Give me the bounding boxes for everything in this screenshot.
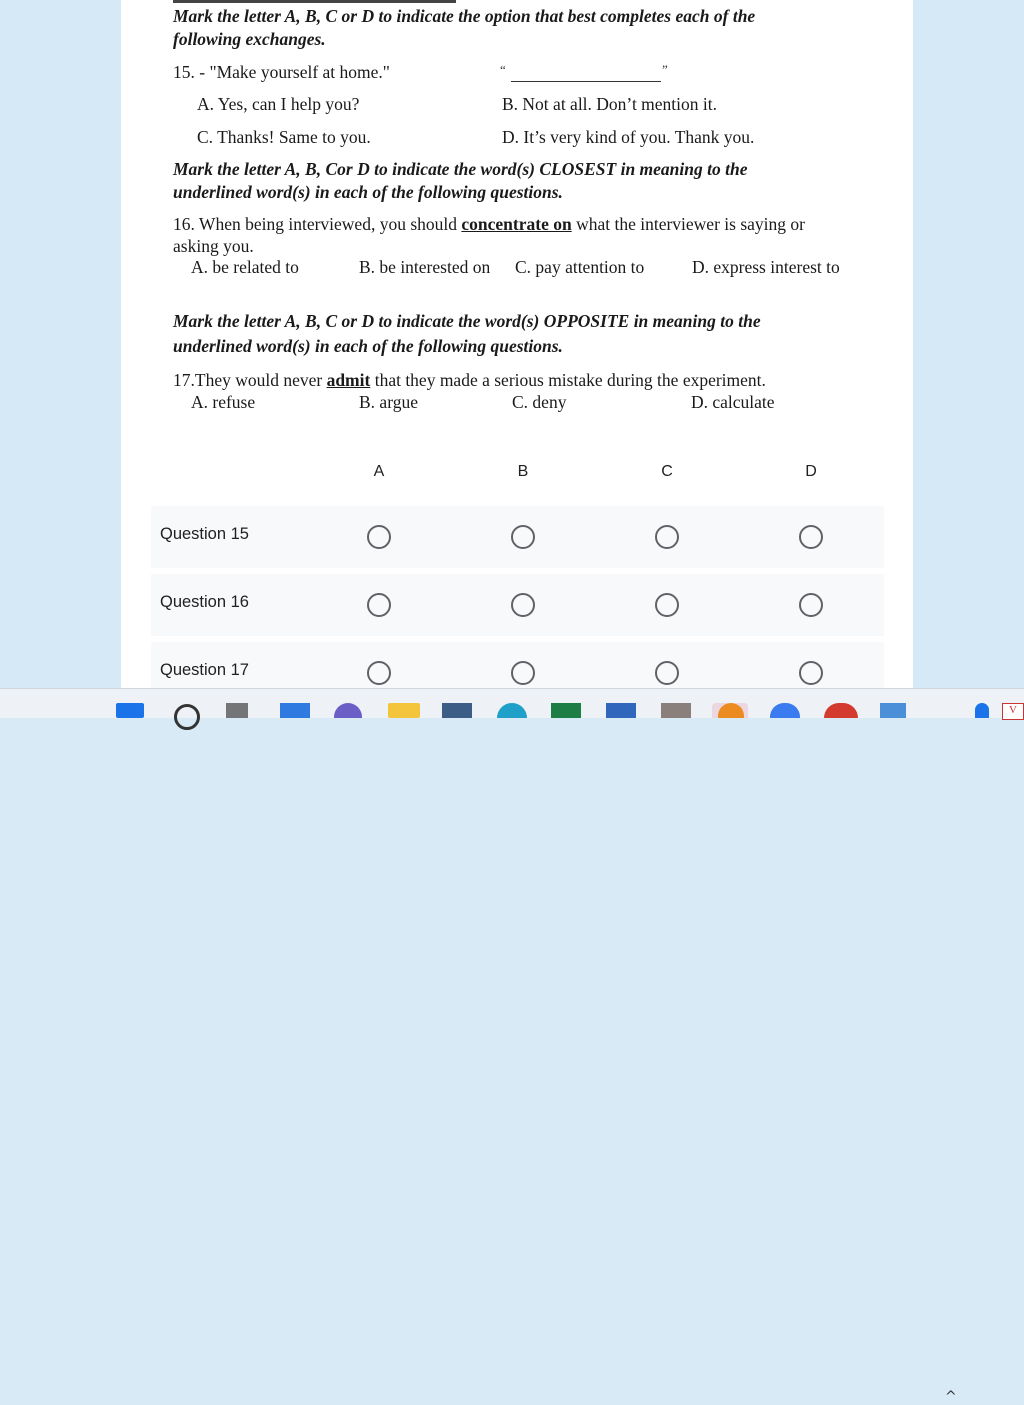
- q17-option-b: B. argue: [359, 392, 418, 412]
- q15-option-c: C. Thanks! Same to you.: [197, 127, 371, 147]
- radio-q17-b[interactable]: [511, 661, 535, 685]
- search-icon[interactable]: [174, 704, 200, 730]
- edge-icon[interactable]: [497, 703, 527, 718]
- task-view-icon[interactable]: [226, 703, 248, 718]
- q16-option-d: D. express interest to: [692, 257, 840, 277]
- instruction-closest-line2: underlined word(s) in each of the following questions.: [173, 182, 563, 202]
- q16-option-c: C. pay attention to: [515, 257, 645, 277]
- column-header-c: C: [661, 463, 673, 480]
- file-explorer-icon[interactable]: [388, 703, 420, 718]
- store-icon[interactable]: [442, 703, 472, 718]
- radio-q15-a[interactable]: [367, 525, 391, 549]
- instruction-exchanges-line1: Mark the letter A, B, C or D to indicate the option that best completes each of the: [173, 6, 756, 26]
- q17-stem: [173, 369, 766, 392]
- instruction-exchanges-line2: following exchanges.: [173, 29, 326, 49]
- column-header-d: D: [805, 463, 817, 480]
- radio-q16-c[interactable]: [655, 593, 679, 617]
- q17-stem-after: that they made a serious mistake during the experiment.: [370, 370, 766, 390]
- q17-option-a: A. refuse: [191, 392, 256, 412]
- grid-row-question-17: [151, 642, 884, 688]
- row-label: Question 16: [160, 593, 249, 611]
- q16-stem-line2: asking you.: [173, 236, 254, 256]
- column-header-a: A: [373, 463, 385, 480]
- radio-q16-d[interactable]: [799, 593, 823, 617]
- q16-underlined-phrase: concentrate on: [461, 214, 572, 234]
- q17-option-c: C. deny: [512, 392, 567, 412]
- radio-q17-a[interactable]: [367, 661, 391, 685]
- background-left: [0, 0, 121, 688]
- radio-q15-c[interactable]: [655, 525, 679, 549]
- radio-q16-a[interactable]: [367, 593, 391, 617]
- column-header-b: B: [517, 463, 529, 480]
- q15-option-b: B. Not at all. Don’t mention it.: [502, 94, 718, 114]
- radio-q15-d[interactable]: [799, 525, 823, 549]
- zoom-icon[interactable]: [770, 703, 800, 718]
- q15-answer-blank: [511, 63, 661, 82]
- chevron-up-icon[interactable]: ^: [945, 1389, 957, 1405]
- instruction-opposite-line1: Mark the letter A, B, C or D to indicate the word(s) OPPOSITE in meaning to the: [173, 311, 761, 331]
- windows-start-icon[interactable]: [116, 703, 144, 718]
- tray-vietnamese-icon[interactable]: V: [1002, 703, 1024, 720]
- excel-icon[interactable]: [551, 703, 581, 718]
- row-label: Question 15: [160, 525, 249, 543]
- form-page[interactable]: [121, 0, 913, 688]
- q17-underlined-word: admit: [326, 370, 371, 390]
- taskbar: [0, 688, 1024, 1405]
- q16-option-b: B. be interested on: [359, 257, 491, 277]
- q17-stem-before: 17.They would never: [173, 370, 327, 390]
- radio-q17-d[interactable]: [799, 661, 823, 685]
- q15-prompt: 15. - "Make yourself at home.": [173, 62, 390, 82]
- radio-q17-c[interactable]: [655, 661, 679, 685]
- image-top-border: [173, 0, 456, 3]
- radio-q16-b[interactable]: [511, 593, 535, 617]
- grid-row-question-15: [151, 506, 884, 568]
- photos-icon[interactable]: [661, 703, 691, 718]
- instruction-closest-line1: Mark the letter A, B, Cor D to indicate the word(s) CLOSEST in meaning to the: [173, 159, 748, 179]
- q16-stem-after: what the interviewer is saying or: [571, 214, 805, 234]
- teams-chat-icon[interactable]: [334, 703, 362, 718]
- tray-cloud-icon[interactable]: [975, 703, 989, 718]
- mail-icon[interactable]: [606, 703, 636, 718]
- instruction-opposite-line2: underlined word(s) in each of the following questions.: [173, 336, 563, 356]
- tray-app-icon[interactable]: [880, 703, 906, 718]
- background-right: [913, 0, 1024, 688]
- row-label: Question 17: [160, 661, 249, 679]
- chrome-icon[interactable]: [824, 703, 858, 718]
- q15-close-quote: ”: [662, 62, 668, 77]
- grid-row-question-16: [151, 574, 884, 636]
- q17-option-d: D. calculate: [691, 392, 775, 412]
- q15-option-d: D. It’s very kind of you. Thank you.: [502, 127, 755, 147]
- q16-stem-before: 16. When being interviewed, you should: [173, 214, 462, 234]
- q16-option-a: A. be related to: [191, 257, 299, 277]
- q16-stem: [173, 213, 805, 236]
- radio-q15-b[interactable]: [511, 525, 535, 549]
- q15-open-quote: “: [500, 62, 506, 77]
- widgets-icon[interactable]: [280, 703, 310, 718]
- q15-option-a: A. Yes, can I help you?: [197, 94, 360, 114]
